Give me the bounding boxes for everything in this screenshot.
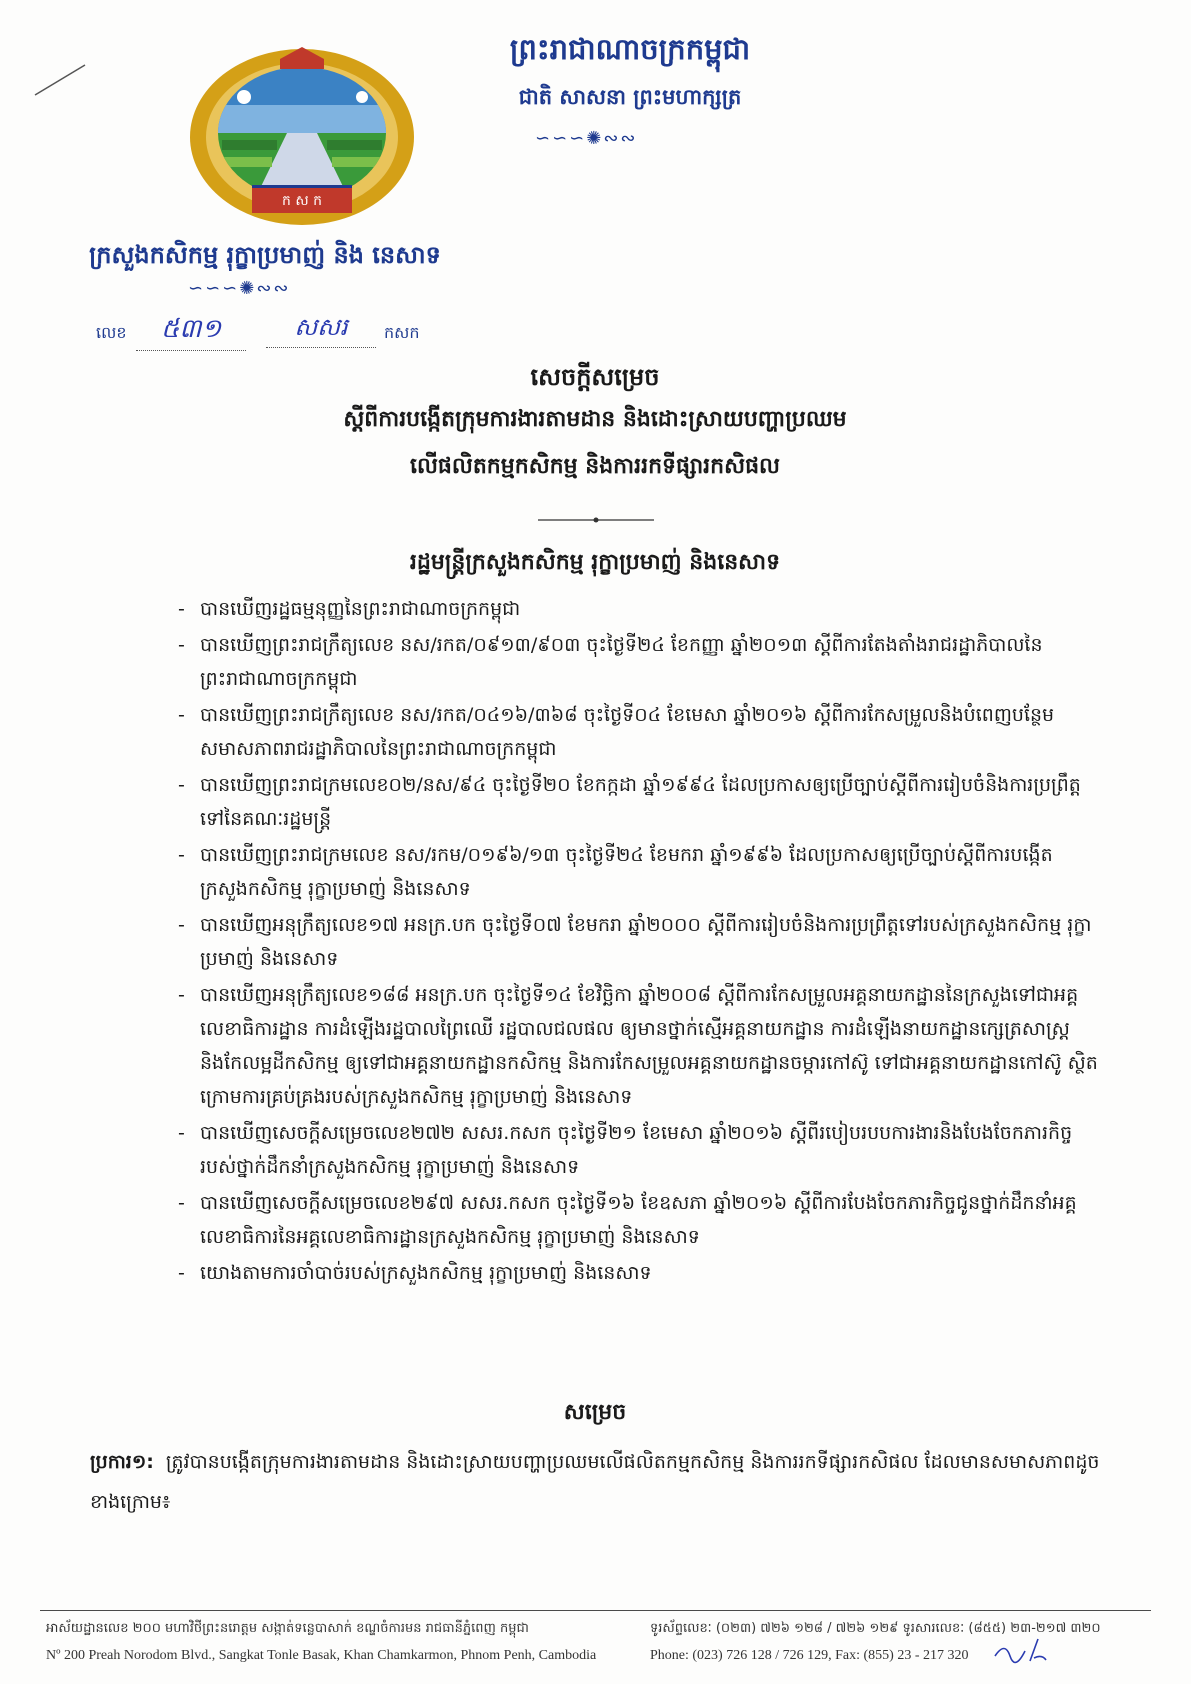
footer-divider — [40, 1610, 1151, 1611]
list-item: - បានឃើញព្រះរាជក្រមលេខ០២/នស/៩៤ ចុះថ្ងៃទី២០ ខែកក្កដា ឆ្នាំ១៩៩៤ ដែលប្រកាសឲ្យប្រើច្បាប់ស្តីពីការរៀបចំនិងការប្រព្រឹត្តទៅនៃគណៈរដ្ឋមន្ត្រី — [178, 774, 1081, 830]
ornament-divider: ∽∽∽✺∾∾ — [535, 128, 638, 149]
recital-text: បានឃើញព្រះរាជក្រមលេខ នស/រកម/០១៩៦/១៣ ចុះថ្ងៃទី២៤ ខែមករា ឆ្នាំ១៩៩៦ ដែលប្រកាសឲ្យប្រើច្បាប់ស្តីពីការបង្កើតក្រសួងកសិកម្ម រុក្ខាប្រមាញ់ និងនេសាទ — [200, 844, 1053, 900]
pen-mark — [30, 60, 90, 100]
list-item: - យោងតាមការចាំបាច់របស់ក្រសួងកសិកម្ម រុក្ខាប្រមាញ់ និងនេសាទ — [178, 1262, 652, 1284]
recital-text: បានឃើញព្រះរាជក្រឹត្យលេខ នស/រកត/០៤១៦/៣៦៨ ចុះថ្ងៃទី០៤ ខែមេសា ឆ្នាំ២០១៦ ស្តីពីការកែសម្រួលនិងបំពេញបន្ថែមសមាសភាពរាជរដ្ឋាភិបាលនៃព្រះរាជាណាចក្រកម្ពុជា — [200, 704, 1055, 760]
list-item: - បានឃើញព្រះរាជក្រឹត្យលេខ នស/រកត/០៤១៦/៣៦៨ ចុះថ្ងៃទី០៤ ខែមេសា ឆ្នាំ២០១៦ ស្តីពីការកែសម្រួលនិងបំពេញបន្ថែមសមាសភាពរាជរដ្ឋាភិបាលនៃព្រះរាជាណាចក្រកម្ពុជា — [178, 704, 1055, 760]
recital-text: បានឃើញអនុក្រឹត្យលេខ១៨៨ អនក្រ.បក ចុះថ្ងៃទី១៤ ខែវិច្ឆិកា ឆ្នាំ២០០៨ ស្តីពីការកែសម្រួលអគ្គនាយកដ្ឋាននៃក្រសួងទៅជាអគ្គលេខាធិការដ្ឋាន ការដំឡើងរដ្ឋបាលព្រៃឈើ រដ្ឋបាលជលផល ឲ្យមានថ្នាក់ស្មើអគ្គនាយកដ្ឋាន ការដំឡើងនាយកដ្ឋានក្សេត្រសាស្ត្រ និងកែលម្អដីកសិកម្ម ឲ្យទៅជាអគ្គនាយកដ្ឋានកសិកម្ម និងការកែសម្រួលអគ្គនាយកដ្ឋានចម្ការកៅស៊ូ ទៅជាអគ្គនាយកដ្ឋានកៅស៊ូ ស្ថិតក្រោមការគ្រប់គ្រងរបស់ក្រសួងកសិកម្ម រុក្ខាប្រមាញ់ និងនេសាទ — [200, 984, 1098, 1108]
emblem-text: ក ស ក — [281, 193, 323, 209]
reference-serial: ៥៣១ — [136, 312, 246, 351]
recital-text: បានឃើញព្រះរាជក្រមលេខ០២/នស/៩៤ ចុះថ្ងៃទី២០ ខែកក្កដា ឆ្នាំ១៩៩៤ ដែលប្រកាសឲ្យប្រើច្បាប់ស្តីពីការរៀបចំនិងការប្រព្រឹត្តទៅនៃគណៈរដ្ឋមន្ត្រី — [200, 774, 1081, 830]
recital-text: បានឃើញរដ្ឋធម្មនុញ្ញនៃព្រះរាជាណាចក្រកម្ពុជា — [200, 598, 521, 620]
recital-text: បានឃើញសេចក្តីសម្រេចលេខ២៩៧ សសរ.កសក ចុះថ្ងៃទី១៦ ខែឧសភា ឆ្នាំ២០១៦ ស្តីពីការបែងចែកភារកិច្ចជូនថ្នាក់ដឹកនាំអគ្គលេខាធិការនៃអគ្គលេខាធិការដ្ឋានក្រសួងកសិកម្ម រុក្ខាប្រមាញ់ និងនេសាទ — [200, 1192, 1077, 1248]
list-item: - បានឃើញសេចក្តីសម្រេចលេខ២៧២ សសរ.កសក ចុះថ្ងៃទី២១ ខែមេសា ឆ្នាំ២០១៦ ស្តីពីរបៀបរបបការងារនិងបែងចែកភារកិច្ចរបស់ថ្នាក់ដឹកនាំក្រសួងកសិកម្ម រុក្ខាប្រមាញ់ និងនេសាទ — [178, 1122, 1073, 1178]
article-text: ត្រូវបានបង្កើតក្រុមការងារតាមដាន និងដោះស្រាយបញ្ហាប្រឈមលើផលិតកម្មកសិកម្ម និងការរកទីផ្សារកសិផល ដែលមានសមាសភាពដូចខាងក្រោម៖ — [90, 1451, 1100, 1513]
reference-suffix: កសក — [384, 323, 420, 342]
reference-number — [96, 313, 426, 352]
list-item: - បានឃើញអនុក្រឹត្យលេខ១៨៨ អនក្រ.បក ចុះថ្ងៃទី១៤ ខែវិច្ឆិកា ឆ្នាំ២០០៨ ស្តីពីការកែសម្រួលអគ្គនាយកដ្ឋាននៃក្រសួងទៅជាអគ្គលេខាធិការដ្ឋាន ការដំឡើងរដ្ឋបាលព្រៃឈើ រដ្ឋបាលជលផល ឲ្យមានថ្នាក់ស្មើអគ្គនាយកដ្ឋាន ការដំឡើងនាយកដ្ឋានក្សេត្រសាស្ត្រ និងកែលម្អដីកសិកម្ម ឲ្យទៅជាអគ្គនាយកដ្ឋានកសិកម្ម និងការកែសម្រួលអគ្គនាយកដ្ឋានចម្ការកៅស៊ូ ទៅជាអគ្គនាយកដ្ឋានកៅស៊ូ ស្ថិតក្រោមការគ្រប់គ្រងរបស់ក្រសួងកសិកម្ម រុក្ខាប្រមាញ់ និងនេសាទ — [178, 984, 1098, 1108]
decision-heading: សម្រេច — [563, 1400, 627, 1425]
footer-address-khmer: អាស័យដ្ឋានលេខ ២០០ មហាវិថីព្រះនរោត្តម សង្កាត់ទន្លេបាសាក់ ខណ្ឌចំការមន រាជធានីភ្នំពេញ កម្ពុជា — [46, 1621, 529, 1636]
list-item: - បានឃើញព្រះរាជក្រមលេខ នស/រកម/០១៩៦/១៣ ចុះថ្ងៃទី២៤ ខែមករា ឆ្នាំ១៩៩៦ ដែលប្រកាសឲ្យប្រើច្បាប់ស្តីពីការបង្កើតក្រសួងកសិកម្ម រុក្ខាប្រមាញ់ និងនេសាទ — [178, 844, 1053, 900]
kingdom-name: ព្រះរាជាណាចក្រកម្ពុជា — [509, 32, 751, 66]
recital-text: បានឃើញព្រះរាជក្រឹត្យលេខ នស/រកត/០៩១៣/៩០៣ ចុះថ្ងៃទី២៤ ខែកញ្ញា ឆ្នាំ២០១៣ ស្តីពីការតែងតាំងរាជរដ្ឋាភិបាលនៃព្រះរាជាណាចក្រកម្ពុជា — [200, 634, 1043, 690]
list-item: - បានឃើញអនុក្រឹត្យលេខ១៧ អនក្រ.បក ចុះថ្ងៃទី០៧ ខែមករា ឆ្នាំ២០០០ ស្តីពីការរៀបចំនិងការប្រព្រឹត្តទៅរបស់ក្រសួងកសិកម្ម រុក្ខាប្រមាញ់ និងនេសាទ — [178, 914, 1092, 970]
recital-text: បានឃើញសេចក្តីសម្រេចលេខ២៧២ សសរ.កសក ចុះថ្ងៃទី២១ ខែមេសា ឆ្នាំ២០១៦ ស្តីពីរបៀបរបបការងារនិងបែងចែកភារកិច្ចរបស់ថ្នាក់ដឹកនាំក្រសួងកសិកម្ម រុក្ខាប្រមាញ់ និងនេសាទ — [200, 1122, 1073, 1178]
ministry-emblem — [182, 45, 422, 230]
issuer: រដ្ឋមន្ត្រីក្រសួងកសិកម្ម រុក្ខាប្រមាញ់ និងនេសាទ — [409, 550, 781, 575]
subject-line-2: លើផលិតកម្មកសិកម្ម និងការរកទីផ្សារកសិផល — [410, 454, 780, 479]
list-item: - បានឃើញសេចក្តីសម្រេចលេខ២៩៧ សសរ.កសក ចុះថ្ងៃទី១៦ ខែឧសភា ឆ្នាំ២០១៦ ស្តីពីការបែងចែកភារកិច្ចជូនថ្នាក់ដឹកនាំអគ្គលេខាធិការនៃអគ្គលេខាធិការដ្ឋានក្រសួងកសិកម្ម រុក្ខាប្រមាញ់ និងនេសាទ — [178, 1192, 1077, 1248]
document-type: សេចក្តីសម្រេច — [530, 363, 660, 391]
recitals-list — [178, 592, 1098, 1292]
title-divider — [538, 515, 654, 525]
recital-text: យោងតាមការចាំបាច់របស់ក្រសួងកសិកម្ម រុក្ខាប្រមាញ់ និងនេសាទ — [200, 1262, 652, 1284]
list-item: - បានឃើញរដ្ឋធម្មនុញ្ញនៃព្រះរាជាណាចក្រកម្ពុជា — [178, 598, 521, 620]
ornament-divider: ∽∽∽✺∾∾ — [188, 278, 291, 299]
footer-address-english: Nº 200 Preah Norodom Blvd., Sangkat Tonle Basak, Khan Chamkarmon, Phnom Penh, Cambodia — [46, 1648, 597, 1663]
reference-code: សសរ — [266, 312, 376, 348]
article-label: ប្រការ១: — [90, 1451, 154, 1473]
subject-line-1: ស្តីពីការបង្កើតក្រុមការងារតាមដាន និងដោះស្រាយបញ្ហាប្រឈម — [343, 407, 847, 432]
national-motto: ជាតិ សាសនា ព្រះមហាក្សត្រ — [518, 85, 742, 109]
list-item: - បានឃើញព្រះរាជក្រឹត្យលេខ នស/រកត/០៩១៣/៩០៣ ចុះថ្ងៃទី២៤ ខែកញ្ញា ឆ្នាំ២០១៣ ស្តីពីការតែងតាំងរាជរដ្ឋាភិបាលនៃព្រះរាជាណាចក្រកម្ពុជា — [178, 634, 1043, 690]
reference-label: លេខ — [96, 323, 127, 342]
recital-text: បានឃើញអនុក្រឹត្យលេខ១៧ អនក្រ.បក ចុះថ្ងៃទី០៧ ខែមករា ឆ្នាំ២០០០ ស្តីពីការរៀបចំនិងការប្រព្រឹត្តទៅរបស់ក្រសួងកសិកម្ម រុក្ខាប្រមាញ់ និងនេសាទ — [200, 914, 1092, 970]
handwritten-initials — [990, 1636, 1050, 1666]
footer-phone-english: Phone: (023) 726 128 / 726 129, Fax: (855) 23 - 217 320 — [650, 1648, 969, 1663]
footer-phone-khmer: ទូរស័ព្ទលេខៈ (០២៣) ៧២៦ ១២៨ / ៧២៦ ១២៩ ទូរសារលេខៈ (៨៥៥) ២៣-២១៧ ៣២០ — [650, 1621, 1101, 1636]
ministry-name: ក្រសួងកសិកម្ម រុក្ខាប្រមាញ់ និង នេសាទ — [89, 241, 441, 269]
article-1 — [90, 1442, 1100, 1522]
